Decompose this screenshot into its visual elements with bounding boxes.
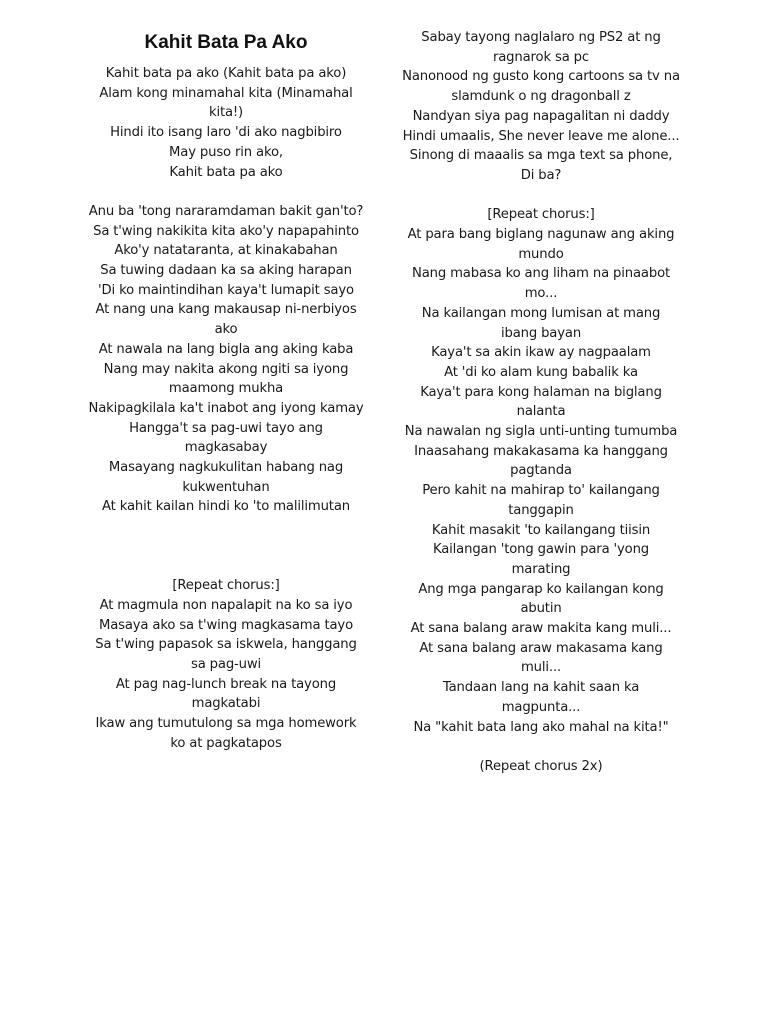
lyric-line: Nakipagkilala ka't inabot ang iyong kamay <box>88 400 364 416</box>
chorus-stanza <box>88 64 364 182</box>
lyric-line: At nang una kang makausap ni-nerbiyos ako <box>95 302 357 338</box>
lyric-line: Nang may nakita akong ngiti sa iyong maamong mukha <box>103 361 349 397</box>
lyric-line: At kahit kailan hindi ko 'to malilimutan <box>102 499 350 515</box>
lyric-line: Na nawalan ng sigla unti-unting tumumba <box>404 424 678 440</box>
right-column <box>402 28 680 777</box>
lyric-line: Hindi ito isang laro 'di ako nagbibiro <box>110 125 342 141</box>
verse-1-stanza <box>88 202 364 517</box>
lyric-line: Kahit masakit 'to kailangang tiisin <box>431 522 651 538</box>
lyric-line: Sa t'wing nakikita kita ako'y napapahinto <box>93 223 359 239</box>
lyric-line: Ikaw ang tumutulong sa mga homework ko at pagkatapos <box>95 716 357 751</box>
lyric-line: At magmula non napalapit na ko sa iyo <box>99 597 353 613</box>
lyric-line: Na "kahit bata lang ako mahal na kita!" <box>413 719 669 735</box>
verse-3-stanza <box>402 205 680 737</box>
lyric-line: Kailangan 'tong gawin para 'yong marating <box>432 542 650 577</box>
lyric-line: Kahit bata pa ako (Kahit bata pa ako) <box>105 66 347 81</box>
lyric-line: Kaya't para kong halaman na biglang nalanta <box>420 384 662 420</box>
lyric-line: Alam kong minamahal kita (Minamahal kita!) <box>99 85 353 121</box>
repeat-chorus-outro: (Repeat chorus 2x) <box>479 758 603 774</box>
left-column <box>88 30 364 753</box>
lyric-line: Na kailangan mong lumisan at mang ibang bayan <box>421 305 661 341</box>
lyric-line: Ang mga pangarap ko kailangan kong abutin <box>418 581 664 617</box>
lyric-line: Tandaan lang na kahit saan ka magpunta... <box>442 680 640 715</box>
song-title: Kahit Bata Pa Ako <box>144 32 308 53</box>
lyric-line: Masayang nagkukulitan habang nag kukwentuhan <box>108 460 344 495</box>
lyric-line: Sinong di maaalis sa mga text sa phone, Di ba? <box>409 148 673 183</box>
lyric-line: 'Di ko maintindihan kaya't lumapit sayo <box>98 282 354 298</box>
lyric-line: Hindi umaalis, She never leave me alone... <box>402 128 680 144</box>
lyric-line: Inaasahang makakasama ka hanggang pagtanda <box>414 443 668 479</box>
lyric-line: Anu ba 'tong nararamdaman bakit gan'to? <box>88 203 364 219</box>
lyric-line: Masaya ako sa t'wing magkasama tayo <box>98 617 354 633</box>
lyric-line: At para bang biglang nagunaw ang aking mundo <box>407 227 675 262</box>
lyric-line: At sana balang araw makita kang muli... <box>410 621 672 637</box>
lyric-line: Sa tuwing dadaan ka sa aking harapan <box>100 263 352 279</box>
lyric-line: Nang mabasa ko ang liham na pinaabot mo... <box>411 266 671 302</box>
lyric-line: Sa t'wing papasok sa iskwela, hanggang sa pag-uwi <box>95 637 357 672</box>
verse-2-stanza <box>88 576 364 753</box>
lyric-line: At nawala na lang bigla ang aking kaba <box>98 341 354 357</box>
lyric-line: Ako'y natataranta, at kinakabahan <box>114 243 338 259</box>
lyric-line: Nanonood ng gusto kong cartoons sa tv na slamdunk o ng dragonball z <box>402 69 680 105</box>
lyric-line: Kahit bata pa ako <box>169 164 283 180</box>
lyric-line: At 'di ko alam kung babalik ka <box>444 364 638 380</box>
lyric-line: Kaya't sa akin ikaw ay nagpaalam <box>431 345 651 361</box>
repeat-chorus-note: [Repeat chorus:] <box>487 207 595 223</box>
lyric-line: Nandyan siya pag napagalitan ni daddy <box>412 108 670 124</box>
repeat-chorus-note: [Repeat chorus:] <box>172 578 280 594</box>
lyric-line: At sana balang araw makasama kang muli... <box>419 640 663 676</box>
lyric-line: Sabay tayong naglalaro ng PS2 at ng ragnarok sa pc <box>421 30 661 65</box>
verse-2-continued-stanza <box>402 28 680 186</box>
lyric-line: Pero kahit na mahirap to' kailangang tanggapin <box>422 483 660 518</box>
lyric-line: Hangga't sa pag-uwi tayo ang magkasabay <box>129 420 323 456</box>
lyric-line: May puso rin ako, <box>169 144 283 160</box>
lyric-line: At pag nag-lunch break na tayong magkatabi <box>115 676 337 712</box>
